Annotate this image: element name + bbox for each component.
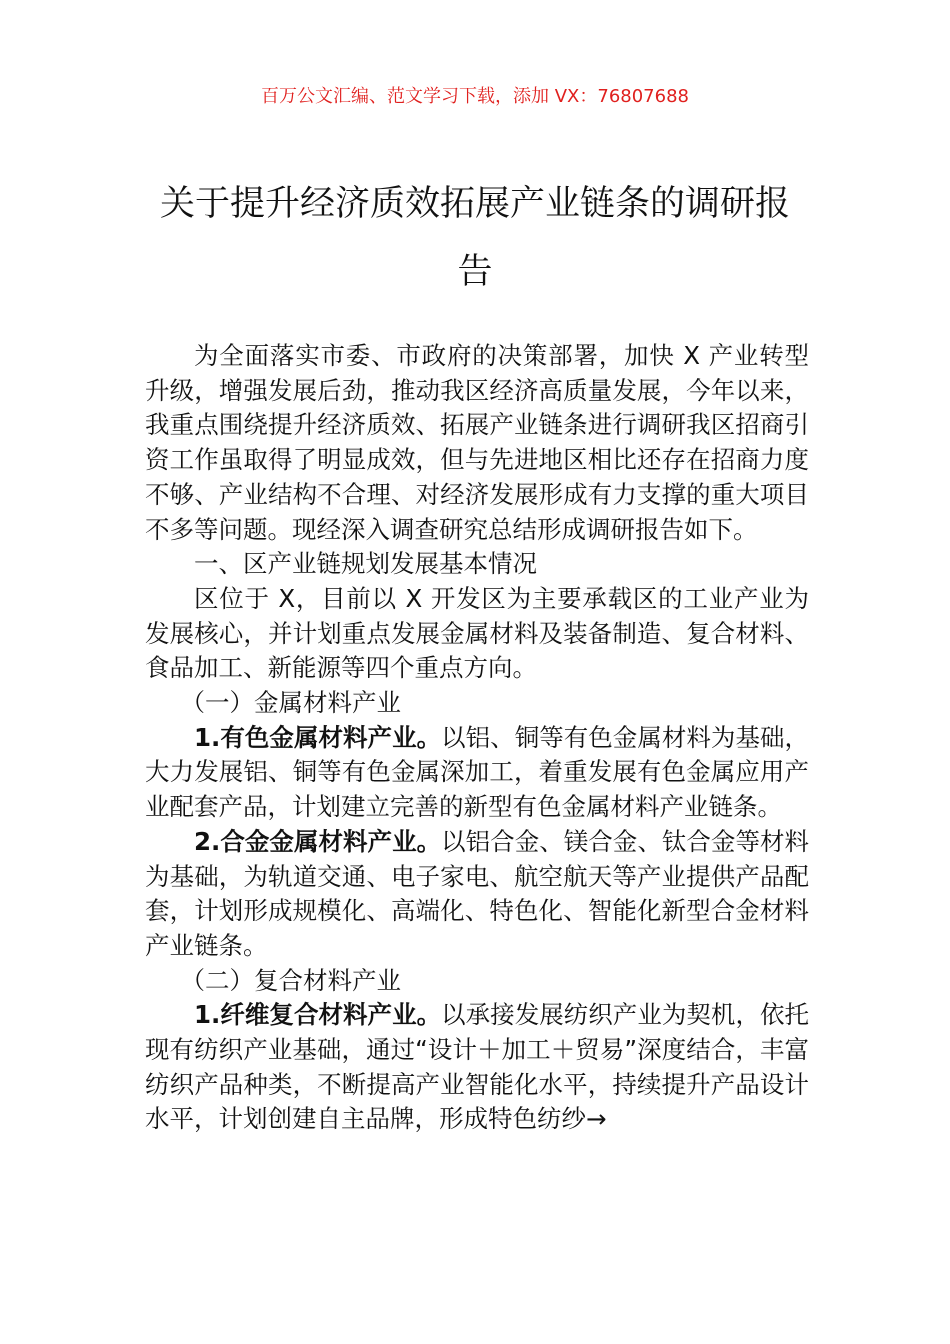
paragraph-text-fiber: 以承接发展纺织产业为契机，依托现有纺织产业基础，通过“设计＋加工＋贸易”深度结合，丰富纺织产品种类，不断提高产业智能化水平，持续提升产品设计水平，计划创建自主品牌，形成特色纺纱→ bbox=[145, 1000, 809, 1134]
intro-paragraph: 为全面落实市委、市政府的决策部署，加快 X 产业转型升级，增强发展后劲，推动我区经济高质量发展，今年以来，我重点围绕提升经济质效、拓展产业链条进行调研我区招商引资工作虽取得了明显成效，但与先进地区相比还存在招商力度不够、产业结构不合理、对经济发展形成有力支撑的重大项目不多等问题。现经深入调查研究总结形成调研报告如下。 bbox=[145, 341, 809, 544]
header-watermark-note: 百万公文汇编、范文学习下载，添加 VX：76807688 bbox=[261, 86, 689, 107]
section-1-paragraph: 区位于 X，目前以 X 开发区为主要承载区的工业产业为发展核心，并计划重点发展金属材料及装备制造、复合材料、食品加工、新能源等四个重点方向。 bbox=[145, 583, 809, 683]
paragraph-lead-fiber: 1.纤维复合材料产业。 bbox=[194, 1000, 442, 1030]
section-heading-1: 一、区产业链规划发展基本情况 bbox=[194, 549, 537, 579]
document-body bbox=[145, 339, 809, 1137]
subsection-heading-metal: （一）金属材料产业 bbox=[180, 688, 402, 718]
document-title: 关于提升经济质效拓展产业链条的调研报告 bbox=[159, 184, 790, 292]
paragraph-lead-nonferrous: 1.有色金属材料产业。 bbox=[194, 722, 442, 752]
subsection-heading-composite: （二）复合材料产业 bbox=[180, 965, 402, 995]
paragraph-lead-alloy: 2.合金金属材料产业。 bbox=[194, 826, 442, 856]
paragraph-text-nonferrous: 以铝、铜等有色金属材料为基础，大力发展铝、铜等有色金属深加工，着重发展有色金属应用产业配套产品，计划建立完善的新型有色金属材料产业链条。 bbox=[145, 722, 809, 822]
paragraph-fiber-composite bbox=[145, 998, 809, 1137]
paragraph-alloy-metal bbox=[145, 825, 809, 964]
paragraph-text-alloy: 以铝合金、镁合金、钛合金等材料为基础，为轨道交通、电子家电、航空航天等产业提供产品配套，计划形成规模化、高端化、特色化、智能化新型合金材料产业链条。 bbox=[145, 826, 809, 960]
paragraph-nonferrous-metal bbox=[145, 721, 809, 825]
